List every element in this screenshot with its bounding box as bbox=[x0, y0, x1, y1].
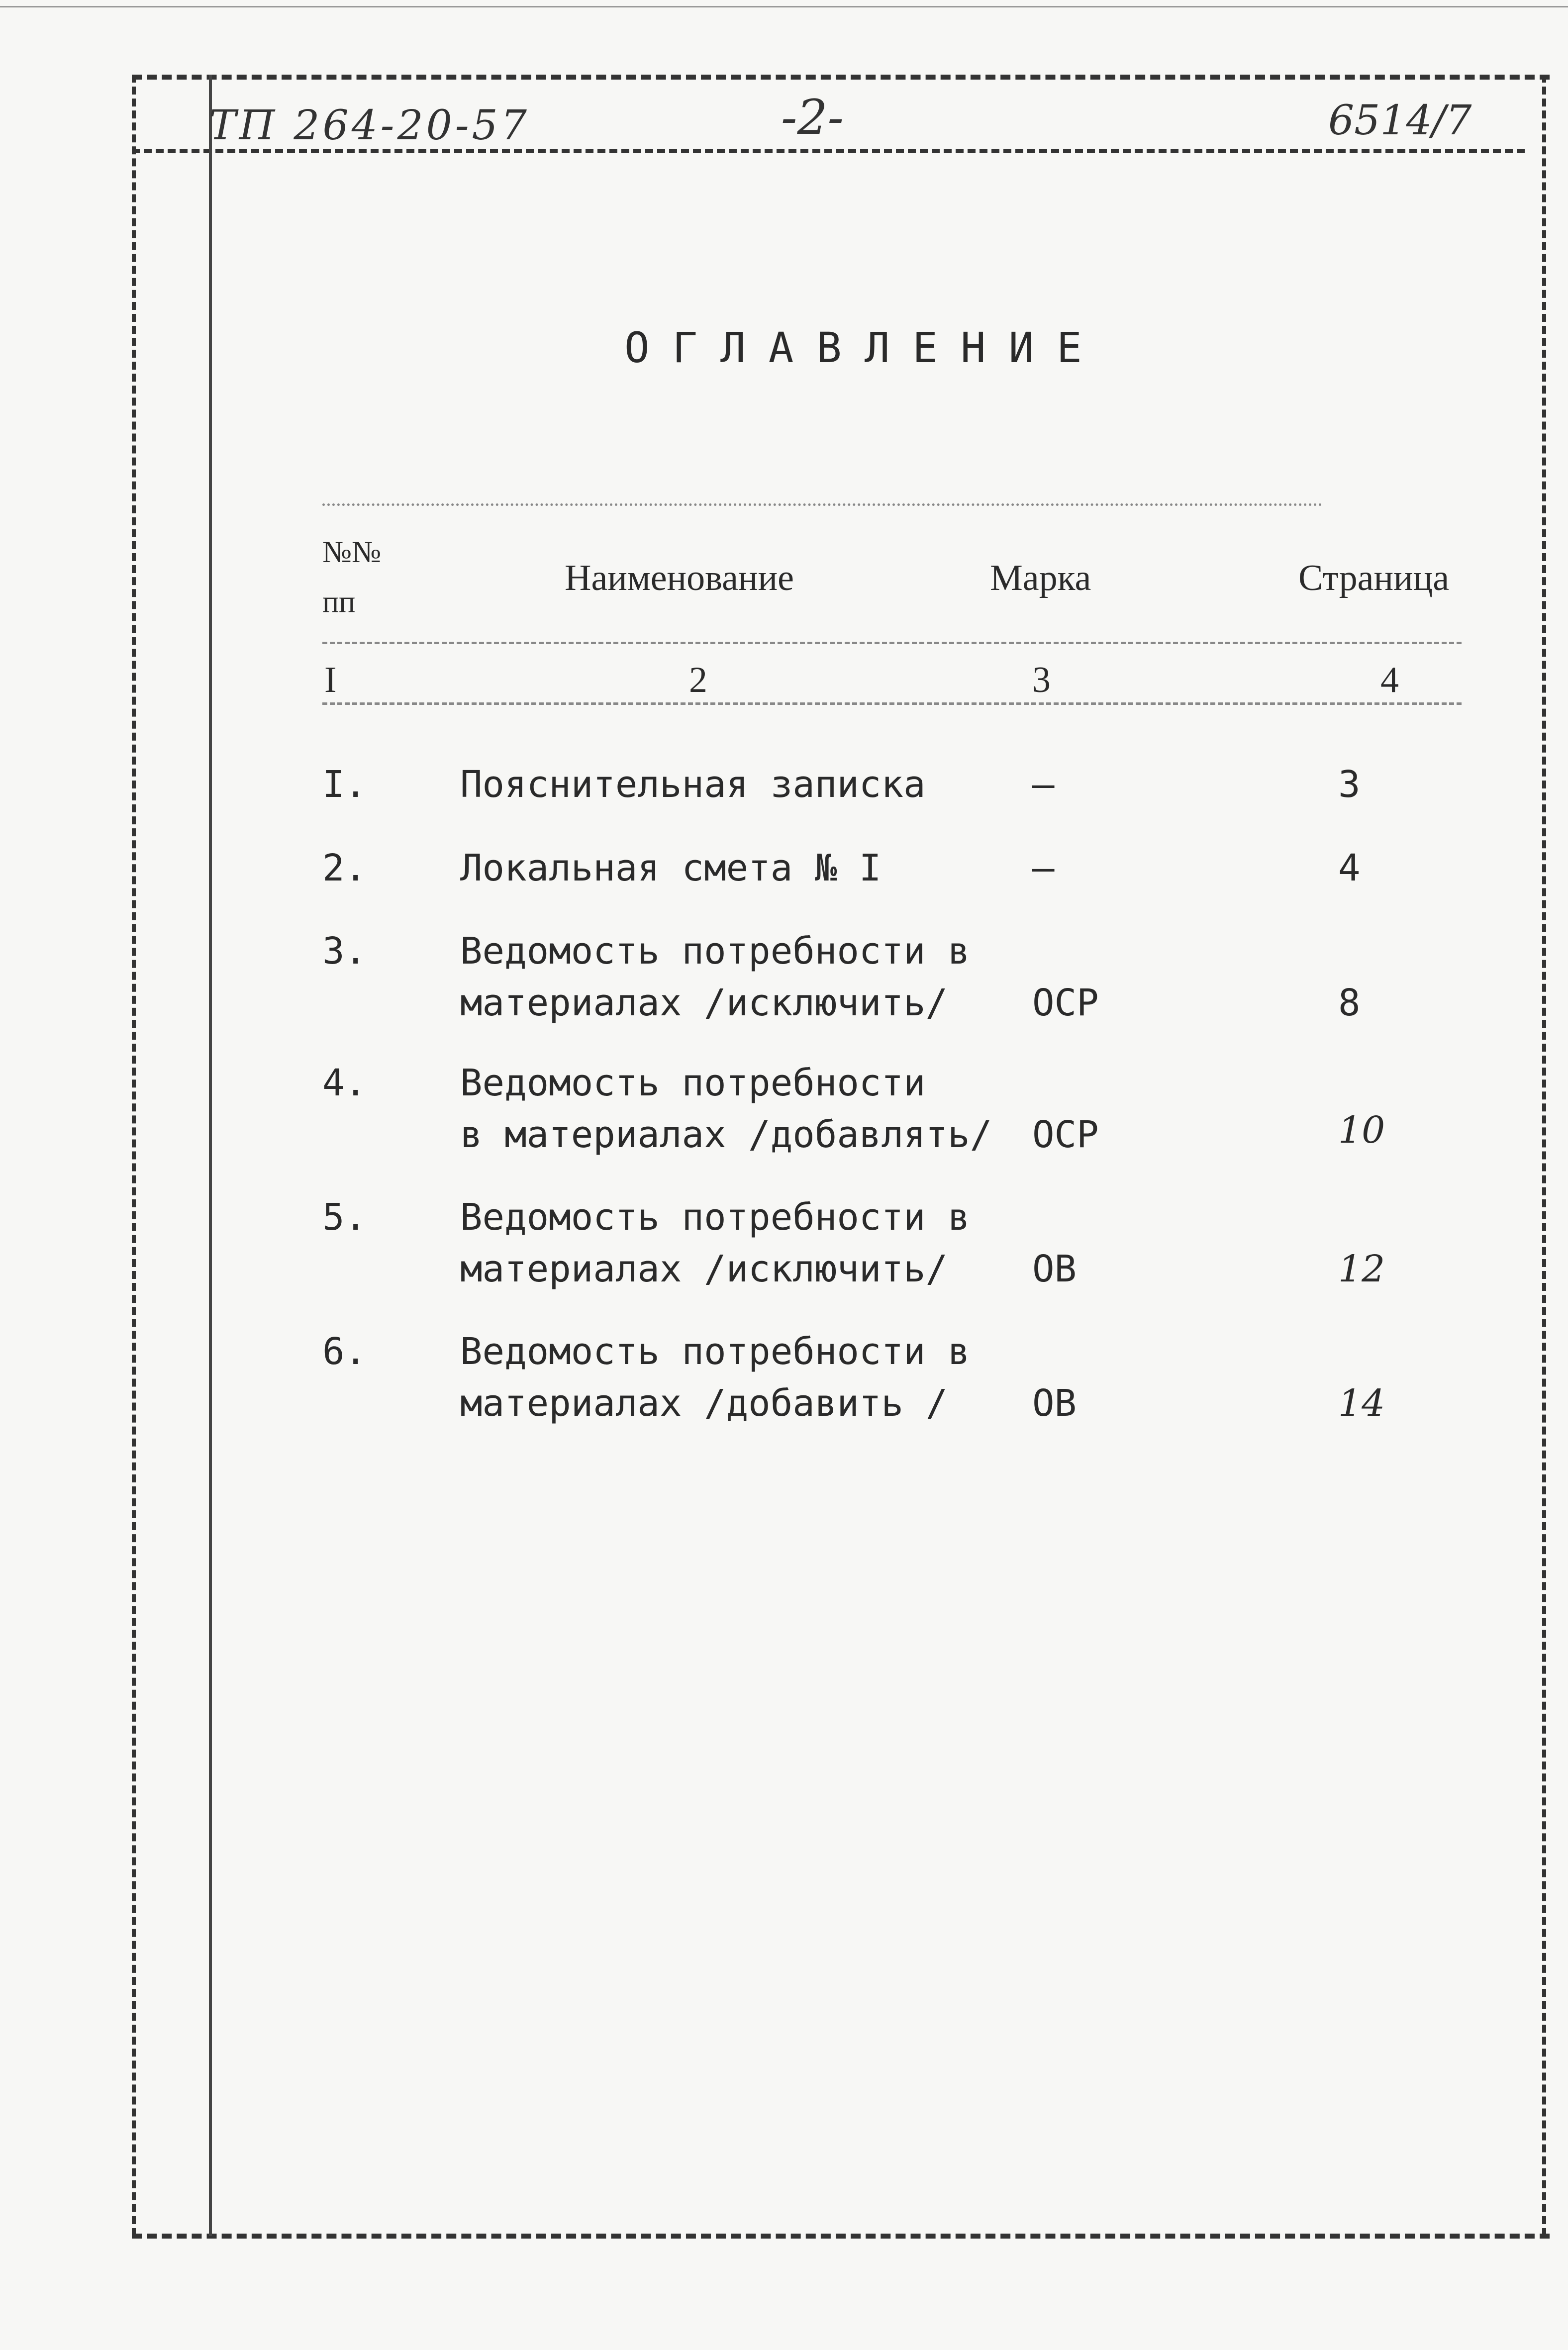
row-page: 8 bbox=[1338, 981, 1361, 1024]
column-header-name: Наименование bbox=[565, 558, 794, 598]
page-title: ОГЛАВЛЕНИЕ bbox=[624, 323, 1105, 372]
column-header-page: Страница bbox=[1298, 558, 1450, 598]
page-number: -2- bbox=[781, 90, 844, 145]
sheet-code: 6514/7 bbox=[1328, 97, 1472, 144]
row-name: Локальная смета № I bbox=[460, 847, 882, 889]
column-header-number: №№ пп bbox=[322, 535, 382, 619]
row-mark: ОСР bbox=[1032, 981, 1099, 1024]
table-top-rule bbox=[322, 503, 1322, 506]
index-underline bbox=[322, 702, 1462, 705]
frame-top-border bbox=[132, 75, 1550, 80]
column-header-mark: Марка bbox=[990, 558, 1091, 598]
row-number: 2. bbox=[322, 847, 367, 889]
row-number: 3. bbox=[322, 930, 367, 973]
row-page: 10 bbox=[1338, 1109, 1385, 1152]
row-name: Ведомость потребности в материалах /исключить/ bbox=[460, 1196, 970, 1290]
row-page: 14 bbox=[1338, 1382, 1385, 1425]
row-mark: ОВ bbox=[1032, 1382, 1077, 1425]
row-number: 5. bbox=[322, 1196, 367, 1239]
row-name: Ведомость потребности в материалах /исключить/ bbox=[460, 930, 970, 1024]
column-index-2: 2 bbox=[689, 660, 707, 700]
column-index-3: 3 bbox=[1032, 660, 1051, 700]
row-page: 12 bbox=[1338, 1248, 1385, 1290]
row-mark: ОВ bbox=[1032, 1248, 1077, 1290]
row-name: Пояснительная записка bbox=[460, 763, 926, 806]
row-mark: – bbox=[1032, 763, 1055, 806]
row-name: Ведомость потребности в материалах /добавлять/ bbox=[460, 1062, 992, 1156]
column-index-4: 4 bbox=[1380, 660, 1399, 700]
row-mark: – bbox=[1032, 847, 1055, 889]
scan-edge-line bbox=[0, 6, 1568, 7]
row-name: Ведомость потребности в материалах /добавить / bbox=[460, 1330, 970, 1425]
table-row bbox=[0, 1057, 1568, 1167]
table-row bbox=[0, 925, 1568, 1035]
row-page: 3 bbox=[1338, 763, 1361, 806]
header-separator-rule bbox=[322, 642, 1462, 644]
table-row bbox=[0, 1326, 1568, 1435]
row-mark: ОСР bbox=[1032, 1113, 1099, 1156]
frame-header-rule bbox=[132, 149, 1525, 153]
row-page: 4 bbox=[1338, 847, 1361, 889]
column-index-1: I bbox=[324, 660, 337, 700]
frame-bottom-border bbox=[132, 2234, 1550, 2239]
table-row bbox=[0, 1191, 1568, 1301]
row-number: I. bbox=[322, 763, 367, 806]
row-number: 6. bbox=[322, 1330, 367, 1373]
document-code: ТП 264-20-57 bbox=[209, 102, 530, 149]
row-number: 4. bbox=[322, 1062, 367, 1104]
